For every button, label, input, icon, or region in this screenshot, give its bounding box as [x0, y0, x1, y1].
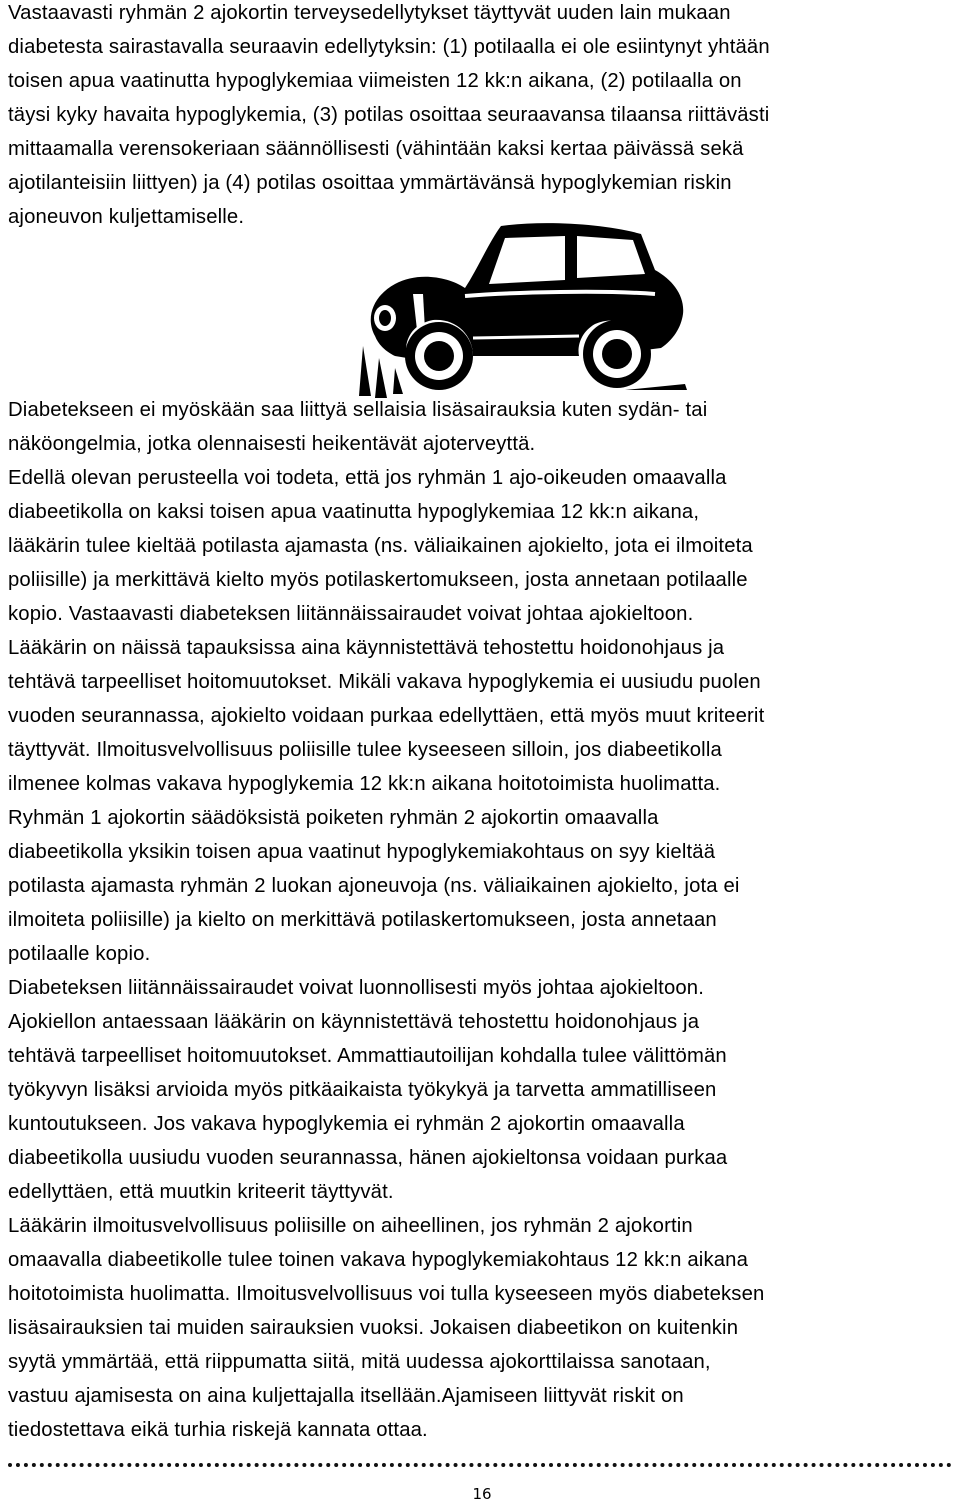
text-line: tehtävä tarpeelliset hoitomuutokset. Ammattiautoilijan kohdalla tulee välittömän	[8, 1045, 727, 1067]
text-line: vastuu ajamisesta on aina kuljettajalla itsellään.Ajamiseen liittyvät riskit on	[8, 1385, 684, 1407]
text-line: ajoneuvon kuljettamiselle.	[8, 206, 245, 228]
text-line: poliisille) ja merkittävä kielto myös potilaskertomukseen, josta annetaan potilaalle	[8, 569, 748, 591]
text-line: diabetesta sairastavalla seuraavin edellytyksin: (1) potilaalla ei ole esiintynyt yhtään	[8, 36, 770, 58]
text-line: lääkärin tulee kieltää potilasta ajamasta (ns. väliaikainen ajokielto, jota ei ilmoiteta	[8, 535, 753, 557]
text-line: toisen apua vaatinutta hypoglykemiaa viimeisten 12 kk:n aikana, (2) potilaalla on	[8, 70, 742, 92]
text-line: Diabeteksen liitännäissairaudet voivat luonnollisesti myös johtaa ajokieltoon.	[8, 977, 705, 999]
text-line: työkyvyn lisäksi arvioida myös pitkäaikaista työkykyä ja tarvetta ammatilliseen	[8, 1079, 717, 1101]
text-line: kopio. Vastaavasti diabeteksen liitännäissairaudet voivat johtaa ajokieltoon.	[8, 603, 694, 625]
text-line: syytä ymmärtää, että riippumatta siitä, mitä uudessa ajokorttilaissa sanotaan,	[8, 1351, 711, 1373]
text-line: omaavalla diabeetikolle tulee toinen vakava hypoglykemiakohtaus 12 kk:n aikana	[8, 1249, 749, 1271]
text-line: Lääkärin on näissä tapauksissa aina käynnistettävä tehostettu hoidonohjaus ja	[8, 637, 725, 659]
footer-divider	[8, 1463, 952, 1467]
text-line: diabeetikolla on kaksi toisen apua vaatinutta hypoglykemiaa 12 kk:n aikana,	[8, 501, 700, 523]
text-line: diabeetikolla uusiudu vuoden seurannassa, hänen ajokieltonsa voidaan purkaa	[8, 1147, 728, 1169]
text-line: lisäsairauksien tai muiden sairauksien vuoksi. Jokaisen diabeetikon on kuitenkin	[8, 1317, 739, 1339]
text-line: Ryhmän 1 ajokortin säädöksistä poiketen ryhmän 2 ajokortin omaavalla	[8, 807, 659, 829]
text-line: ilmenee kolmas vakava hypoglykemia 12 kk:n aikana hoitotoimista huolimatta.	[8, 773, 721, 795]
text-line: tehtävä tarpeelliset hoitomuutokset. Mikäli vakava hypoglykemia ei uusiudu puolen	[8, 671, 761, 693]
text-line: Edellä olevan perusteella voi todeta, että jos ryhmän 1 ajo-oikeuden omaavalla	[8, 467, 727, 489]
text-line: potilasta ajamasta ryhmän 2 luokan ajoneuvoja (ns. väliaikainen ajokielto, jota ei	[8, 875, 740, 897]
vintage-car-icon	[355, 218, 690, 398]
text-line: täysi kyky havaita hypoglykemia, (3) potilas osoittaa seuraavansa tilaansa riittävästi	[8, 104, 770, 126]
text-line: Ajokiellon antaessaan lääkärin on käynnistettävä tehostettu hoidonohjaus ja	[8, 1011, 700, 1033]
text-line: ajotilanteisiin liittyen) ja (4) potilas osoittaa ymmärtävänsä hypoglykemian riskin	[8, 172, 732, 194]
text-line: Vastaavasti ryhmän 2 ajokortin terveysedellytykset täyttyvät uuden lain mukaan	[8, 2, 731, 24]
text-line: Lääkärin ilmoitusvelvollisuus poliisille on aiheellinen, jos ryhmän 2 ajokortin	[8, 1215, 693, 1237]
text-line: hoitotoimista huolimatta. Ilmoitusvelvollisuus voi tulla kyseeseen myös diabeteksen	[8, 1283, 765, 1305]
text-line: diabeetikolla yksikin toisen apua vaatinut hypoglykemiakohtaus on syy kieltää	[8, 841, 716, 863]
text-line: potilaalle kopio.	[8, 943, 151, 965]
text-line: vuoden seurannassa, ajokielto voidaan purkaa edellyttäen, että myös muut kriteerit	[8, 705, 765, 727]
text-line: ilmoiteta poliisille) ja kielto on merkittävä potilaskertomukseen, josta annetaan	[8, 909, 717, 931]
text-line: mittaamalla verensokeriaan säännöllisesti (vähintään kaksi kertaa päivässä sekä	[8, 138, 744, 160]
text-line: kuntoutukseen. Jos vakava hypoglykemia ei ryhmän 2 ajokortin omaavalla	[8, 1113, 685, 1135]
text-line: täyttyvät. Ilmoitusvelvollisuus poliisille tulee kyseeseen silloin, jos diabeetikolla	[8, 739, 722, 761]
page-number: 16	[472, 1485, 492, 1503]
text-line: Diabetekseen ei myöskään saa liittyä sellaisia lisäsairauksia kuten sydän- tai	[8, 399, 708, 421]
text-line: edellyttäen, että muutkin kriteerit täyttyvät.	[8, 1181, 394, 1203]
text-line: näköongelmia, jotka olennaisesti heikentävät ajoterveyttä.	[8, 433, 536, 455]
text-line: tiedostettava eikä turhia riskejä kannata ottaa.	[8, 1419, 428, 1441]
